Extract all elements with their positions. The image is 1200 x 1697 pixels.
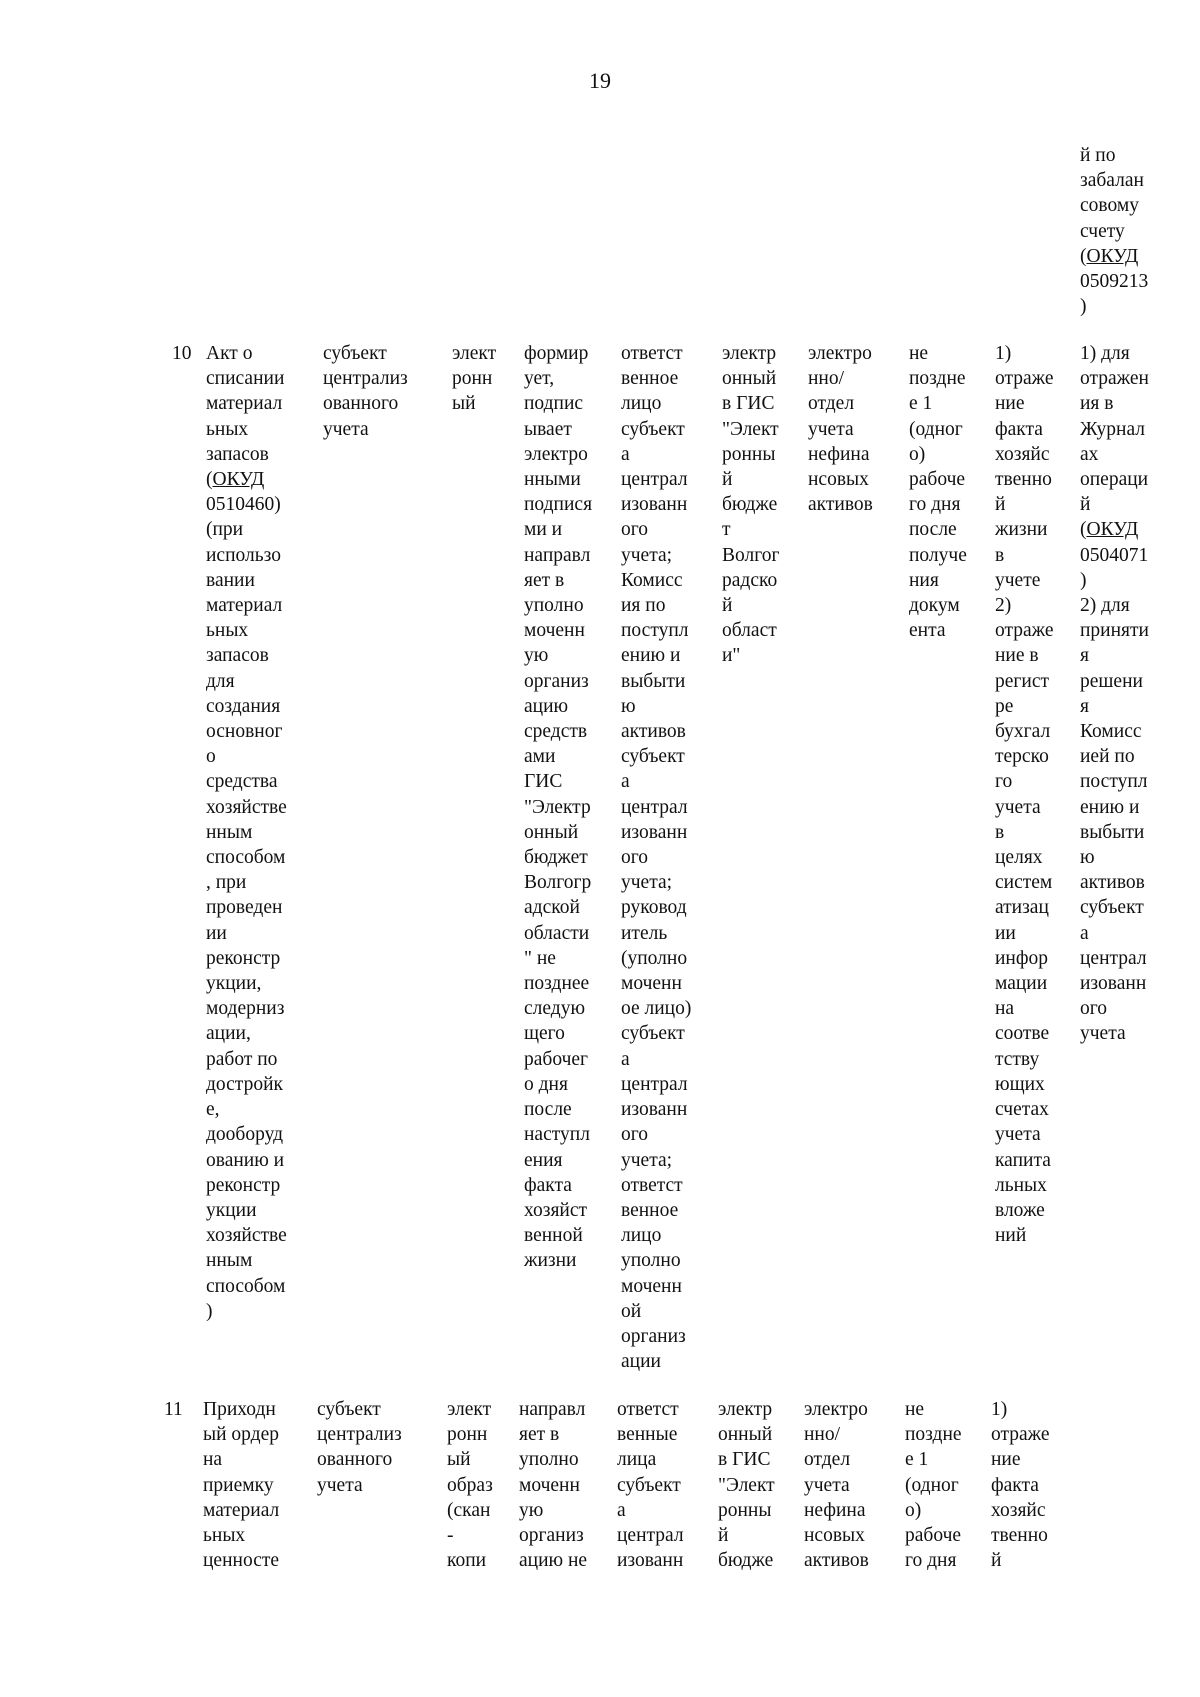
row11-originator: субъект централиз ованного учета [317, 1399, 402, 1496]
row-number: 11 [164, 1399, 183, 1420]
row11-purpose: 1) отраже ние факта хозяйс твенно й [991, 1399, 1050, 1572]
row11-deadline: не поздне е 1 (одног о) рабоче го дня [905, 1399, 962, 1572]
row10-recipient: электро нно/ отдел учета нефина нсовых активов [808, 343, 873, 516]
row10-deadline: не поздне е 1 (одног о) рабоче го дня после получе ния докум ента [909, 343, 967, 642]
row11-signers: ответст венные лица субъект а централ изованн [617, 1399, 684, 1572]
row11-procedure: направл яет в уполно моченн ую организ ацию не [519, 1399, 588, 1572]
row10-originator: субъект централиз ованного учета [323, 343, 408, 440]
row11-storage: электр онный в ГИС "Элект ронны й бюдже [718, 1399, 775, 1572]
row11-document-name: Приходн ый ордер на приемку материал ьных ценносте [203, 1399, 280, 1572]
row10-usage: 1) для отражен ия в Журнал ах операци й (ОКУД 0504071 ) 2) для приняти я решени я Комисс ией по поступл ению и выбыти ю активов субъект а централ изованн ого учета [1080, 343, 1149, 1045]
row10-storage: электр онный в ГИС "Элект ронны й бюдже т Волгог радско й област и" [722, 343, 780, 667]
okud-reference: ОКУД [1086, 519, 1139, 541]
okud-reference: ОКУД [212, 469, 265, 491]
row10-procedure: формир ует, подпис ывает электро нными подпися ми и направл яет в уполно моченн ую организ ацию средств ами ГИС "Электр онный бюджет Волгогр адской области " не позднее следую щего рабочег о дня после наступл ения факта хозяйст венной жизни [524, 343, 593, 1272]
row10-document-name: Акт о списании материал ьных запасов (ОКУД 0510460) (при использо вании материал ьных запасов для создания основног о средства хозяйстве нным способом , при проведен ии реконстр укции, модерниз ации, работ по достройк е, дооборуд ованию и реконстр укции хозяйстве нным способом ) [206, 343, 287, 1322]
row10-document-form: элект ронн ый [452, 343, 497, 415]
row10-signers: ответст венное лицо субъект а централ изованн ого учета; Комисс ия по поступл ению и выбыти ю активов субъект а централ изованн ого учета; руковод итель (уполно моченн ое лицо) субъект а централ изованн ого учета; ответст венное лицо уполно моченн ой организ ации [621, 343, 692, 1373]
continuation-cell-col10: й по забалан совому счету (ОКУД 0509213 ) [1080, 145, 1149, 318]
row11-document-form: элект ронн ый образ (скан - копи [447, 1399, 493, 1572]
okud-reference: ОКУД [1086, 245, 1139, 267]
row10-purpose: 1) отраже ние факта хозяйс твенно й жизни в учете 2) отраже ние в регист ре бухгал терско го учета в целях систем атизац ии инфор мации на соотве тству ющих счетах учета капита льных вложе ний [995, 343, 1054, 1247]
row11-recipient: электро нно/ отдел учета нефина нсовых активов [804, 1399, 869, 1572]
page-number: 19 [589, 68, 611, 93]
row-number: 10 [172, 343, 192, 364]
